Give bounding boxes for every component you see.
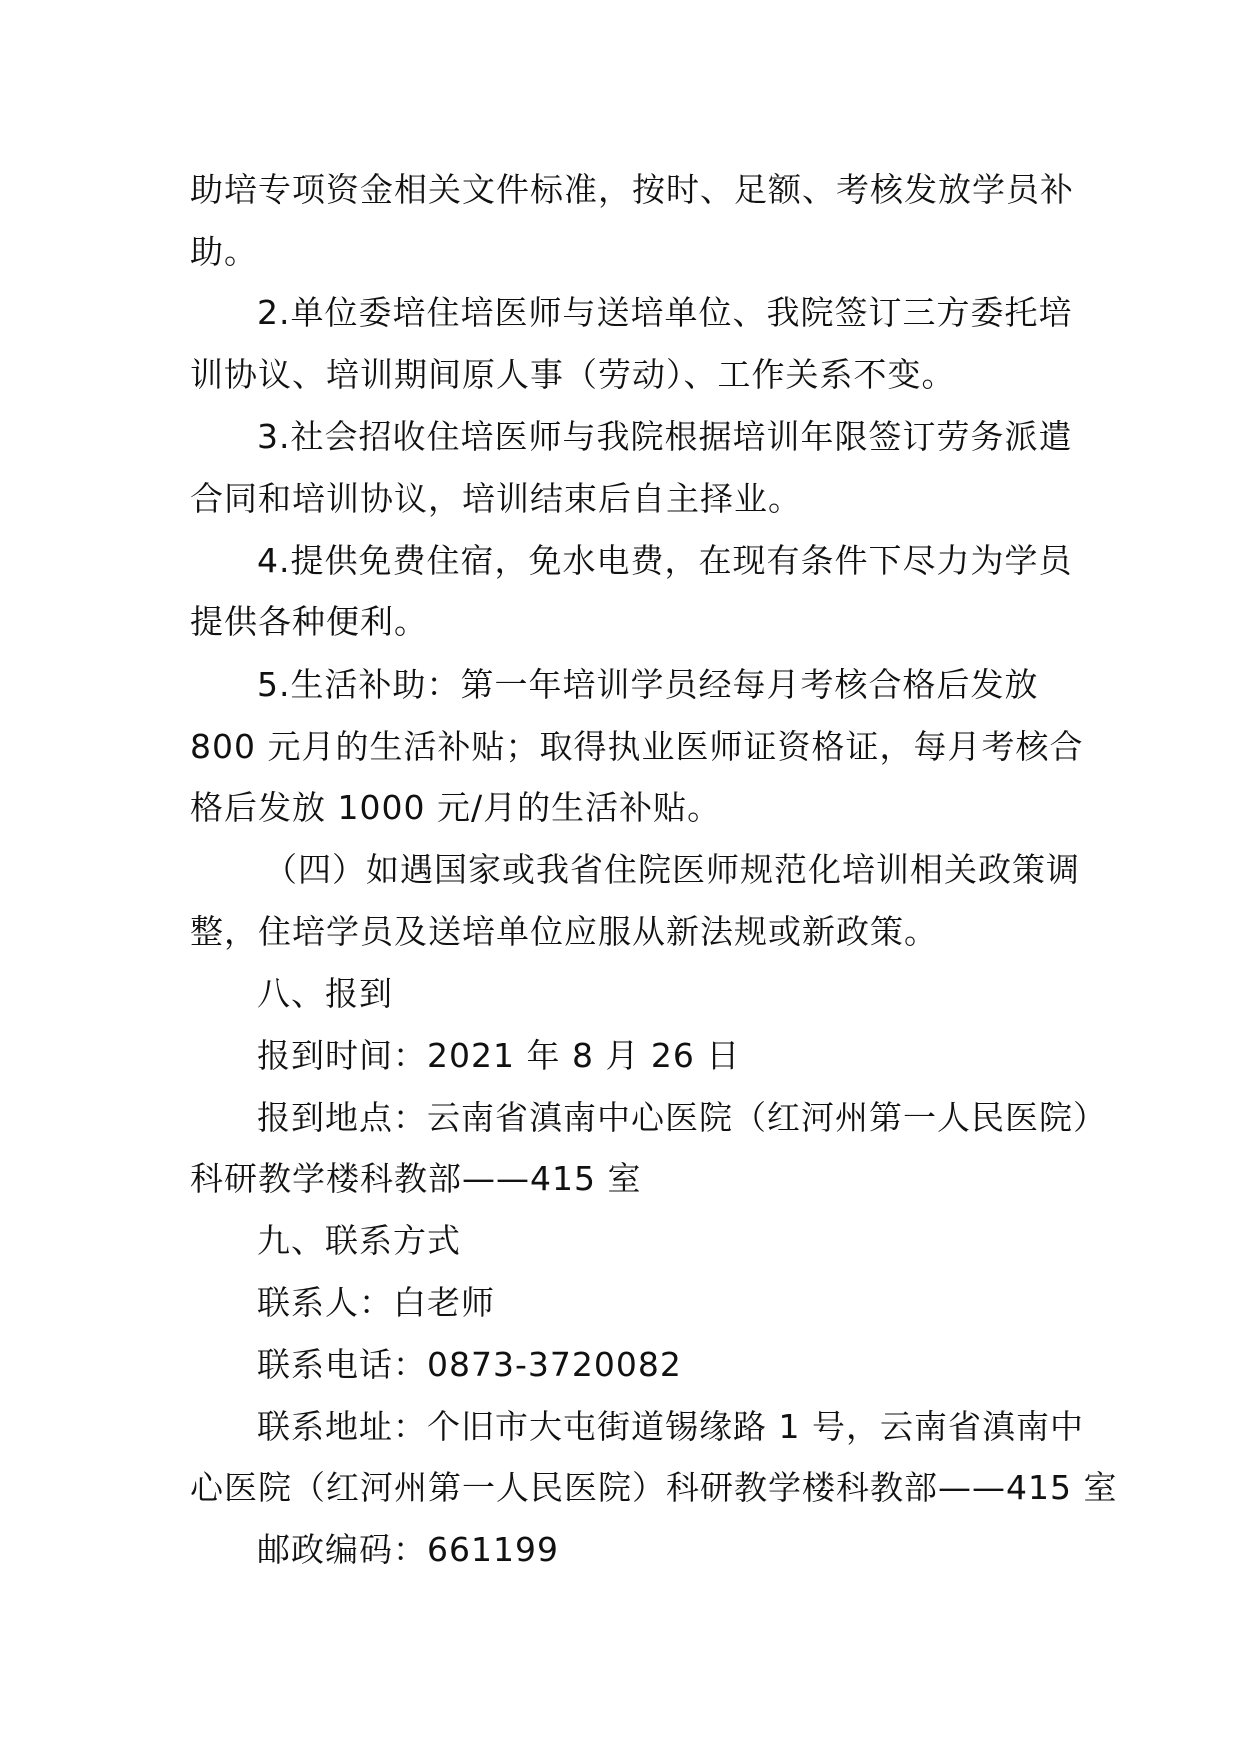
body-text-line: 助培专项资金相关文件标准，按时、足额、考核发放学员补 — [190, 170, 1074, 209]
contact-address-cont: 心医院（红河州第一人民医院）科研教学楼科教部——415 室 — [190, 1468, 1118, 1507]
paragraph-2-start: 2.单位委培住培医师与送培单位、我院签订三方委托培 — [257, 293, 1073, 332]
section-four-start: （四）如遇国家或我省住院医师规范化培训相关政策调 — [264, 850, 1080, 889]
report-time: 报到时间：2021 年 8 月 26 日 — [257, 1036, 741, 1075]
section-heading-contact: 九、联系方式 — [257, 1221, 461, 1260]
body-text-line: 格后发放 1000 元/月的生活补贴。 — [190, 788, 722, 827]
body-text-line: 整，住培学员及送培单位应服从新法规或新政策。 — [190, 912, 938, 951]
body-text-line: 训协议、培训期间原人事（劳动）、工作关系不变。 — [190, 355, 956, 394]
section-heading-baodao: 八、报到 — [257, 974, 393, 1013]
body-text-line: 助。 — [190, 232, 258, 271]
paragraph-5-start: 5.生活补助：第一年培训学员经每月考核合格后发放 — [257, 665, 1039, 704]
report-location: 报到地点：云南省滇南中心医院（红河州第一人民医院） — [257, 1098, 1107, 1137]
body-text-line: 800 元月的生活补贴；取得执业医师证资格证，每月考核合 — [190, 727, 1084, 766]
paragraph-3-start: 3.社会招收住培医师与我院根据培训年限签订劳务派遣 — [257, 417, 1073, 456]
report-location-cont: 科研教学楼科教部——415 室 — [190, 1159, 642, 1198]
contact-person: 联系人：白老师 — [257, 1283, 495, 1322]
postal-code: 邮政编码：661199 — [257, 1530, 559, 1569]
contact-phone: 联系电话：0873-3720082 — [257, 1345, 682, 1384]
paragraph-4-start: 4.提供免费住宿，免水电费，在现有条件下尽力为学员 — [257, 541, 1073, 580]
body-text-line: 合同和培训协议，培训结束后自主择业。 — [190, 479, 802, 518]
body-text-line: 提供各种便利。 — [190, 602, 428, 641]
contact-address: 联系地址：个旧市大屯街道锡缘路 1 号，云南省滇南中 — [257, 1407, 1084, 1446]
